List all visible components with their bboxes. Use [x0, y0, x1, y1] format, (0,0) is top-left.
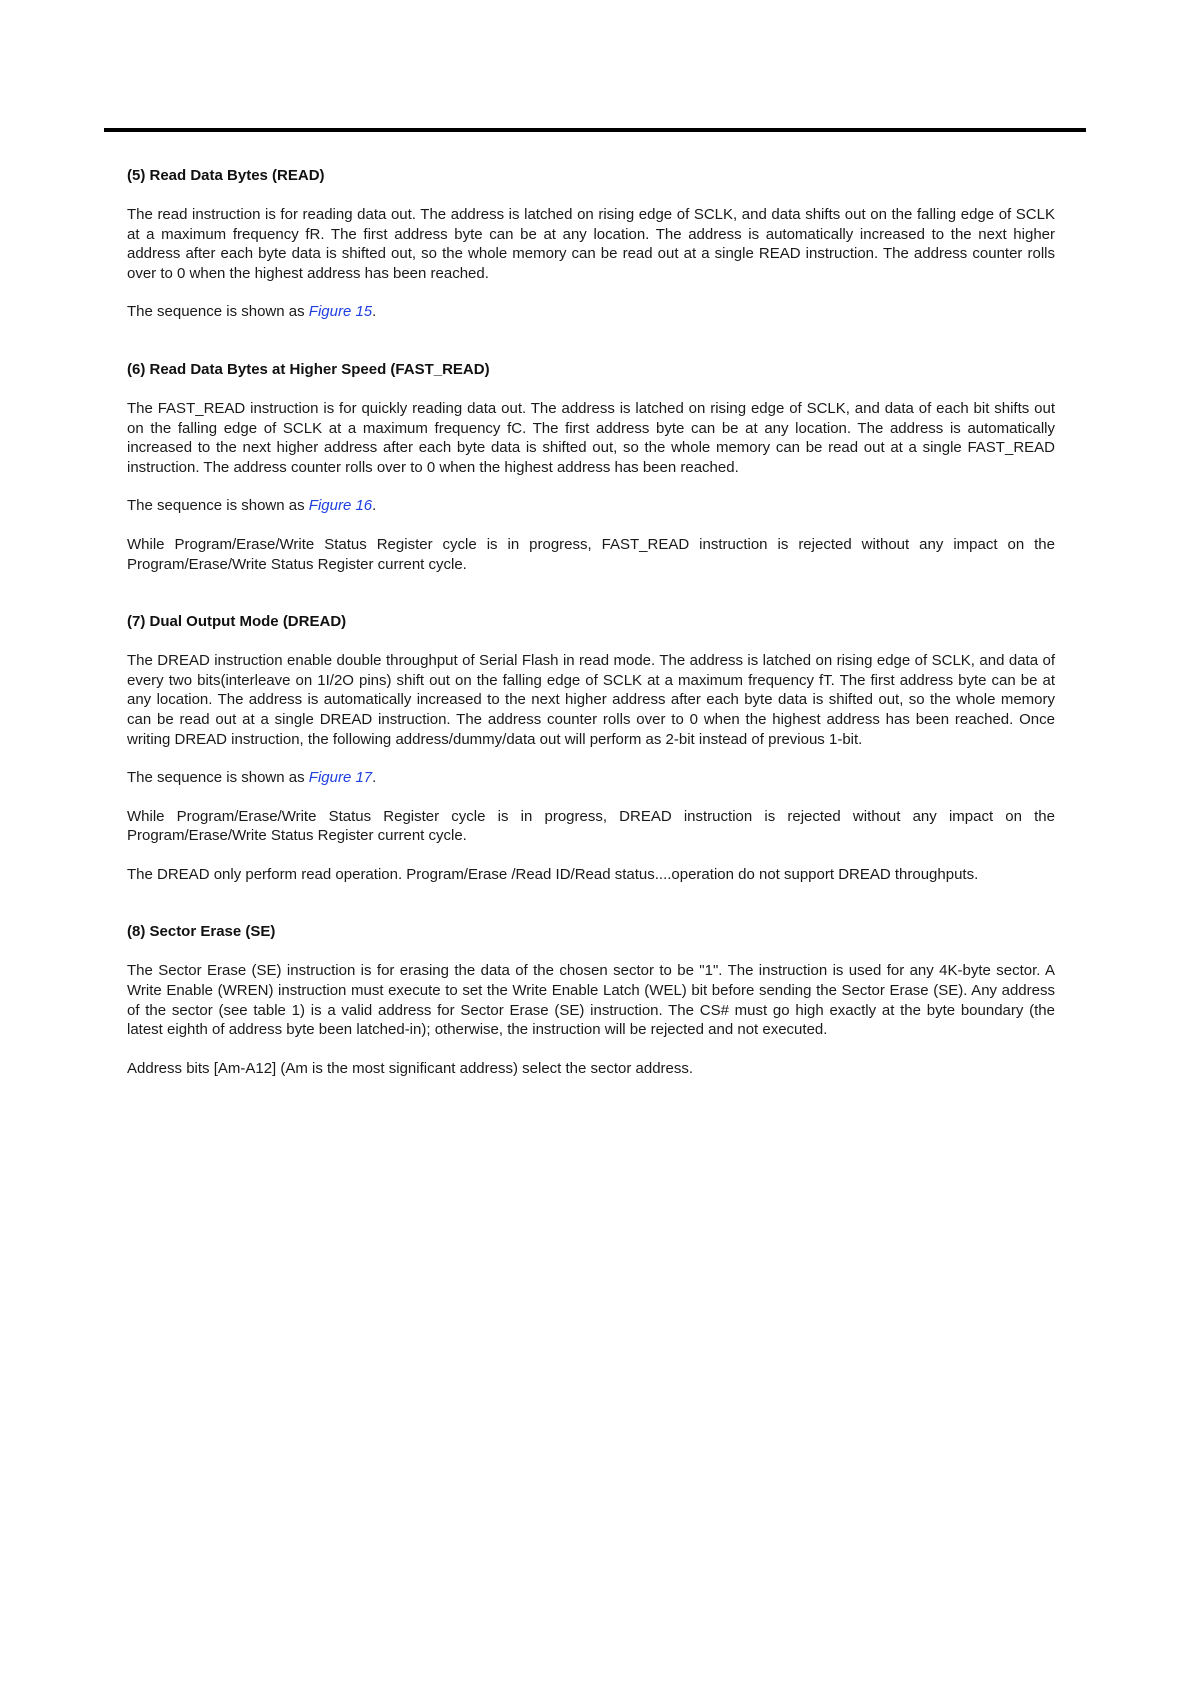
paragraph: The FAST_READ instruction is for quickly reading data out. The address is latched on rising edge of SCLK, and data of each bit shifts out on the falling edge of SCLK at a maximum frequency fC. The first address byte can be at any location. The address is automatically increased to the next higher address after each byte data is shifted out, so the whole memory can be read out at a single FAST_READ instruction. The address counter rolls over to 0 when the highest address has been reached. — [127, 399, 1055, 476]
sequence-suffix: . — [372, 769, 377, 787]
section-heading: (5) Read Data Bytes (READ) — [127, 167, 325, 184]
sequence-text: The sequence is shown as — [127, 769, 309, 787]
sequence-paragraph — [127, 302, 1055, 322]
paragraph: The read instruction is for reading data out. The address is latched on rising edge of SCLK, and data shifts out on the falling edge of SCLK at a maximum frequency fR. The first address byte can be at any location. The address is automatically increased to the next higher address after each byte data is shifted out, so the whole memory can be read out at a single READ instruction. The address counter rolls over to 0 when the highest address has been reached. — [127, 206, 1055, 282]
sequence-text: The sequence is shown as — [127, 497, 309, 515]
figure-link[interactable]: Figure 15 — [308, 303, 373, 321]
sequence-suffix: . — [372, 303, 377, 321]
section-heading: (6) Read Data Bytes at Higher Speed (FAST_READ) — [127, 360, 490, 378]
section-sector-erase — [127, 922, 1055, 1078]
page-content — [127, 166, 1055, 1097]
section-dread — [127, 612, 1055, 884]
section-heading: (7) Dual Output Mode (DREAD) — [127, 613, 347, 631]
header-rule — [104, 128, 1086, 132]
figure-link[interactable]: Figure 17 — [308, 769, 373, 787]
sequence-paragraph — [127, 768, 1055, 788]
section-read — [127, 166, 1055, 322]
paragraph: The Sector Erase (SE) instruction is for erasing the data of the chosen sector to be "1". The instruction is used for any 4K-byte sector. A Write Enable (WREN) instruction must execute to set the Write Enable Latch (WEL) bit before sending the Sector Erase (SE). Any address of the sector (see table 1) is a valid address for Sector Erase (SE) instruction. The CS# must go high exactly at the byte boundary (the latest eighth of address byte been latched-in); otherwise, the instruction will be rejected and not executed. — [127, 962, 1055, 1039]
paragraph: The DREAD instruction enable double throughput of Serial Flash in read mode. The address is latched on rising edge of SCLK, and data of every two bits(interleave on 1I/2O pins) shift out on the falling edge of SCLK at a maximum frequency fT. The first address byte can be at any location. The address is automatically increased to the next higher address after each byte data is shifted out, so the whole memory can be read out at a single DREAD instruction. The address counter rolls over to 0 when the highest address has been reached. Once writing DREAD instruction, the following address/dummy/data out will perform as 2-bit instead of previous 1-bit. — [127, 652, 1055, 748]
paragraph: The DREAD only perform read operation. Program/Erase /Read ID/Read status....operation do not support DREAD throughputs. — [127, 865, 979, 883]
paragraph: While Program/Erase/Write Status Register cycle is in progress, FAST_READ instruction is rejected without any impact on the Program/Erase/Write Status Register current cycle. — [127, 535, 1055, 573]
sequence-text: The sequence is shown as — [127, 303, 309, 321]
sequence-paragraph — [127, 496, 1055, 516]
paragraph: Address bits [Am-A12] (Am is the most significant address) select the sector address. — [127, 1059, 694, 1077]
sequence-suffix: . — [372, 497, 377, 515]
section-fast-read — [127, 360, 1055, 574]
paragraph: While Program/Erase/Write Status Register cycle is in progress, DREAD instruction is rejected without any impact on the Program/Erase/Write Status Register current cycle. — [127, 807, 1055, 845]
figure-link[interactable]: Figure 16 — [308, 497, 373, 515]
section-heading: (8) Sector Erase (SE) — [127, 923, 276, 941]
